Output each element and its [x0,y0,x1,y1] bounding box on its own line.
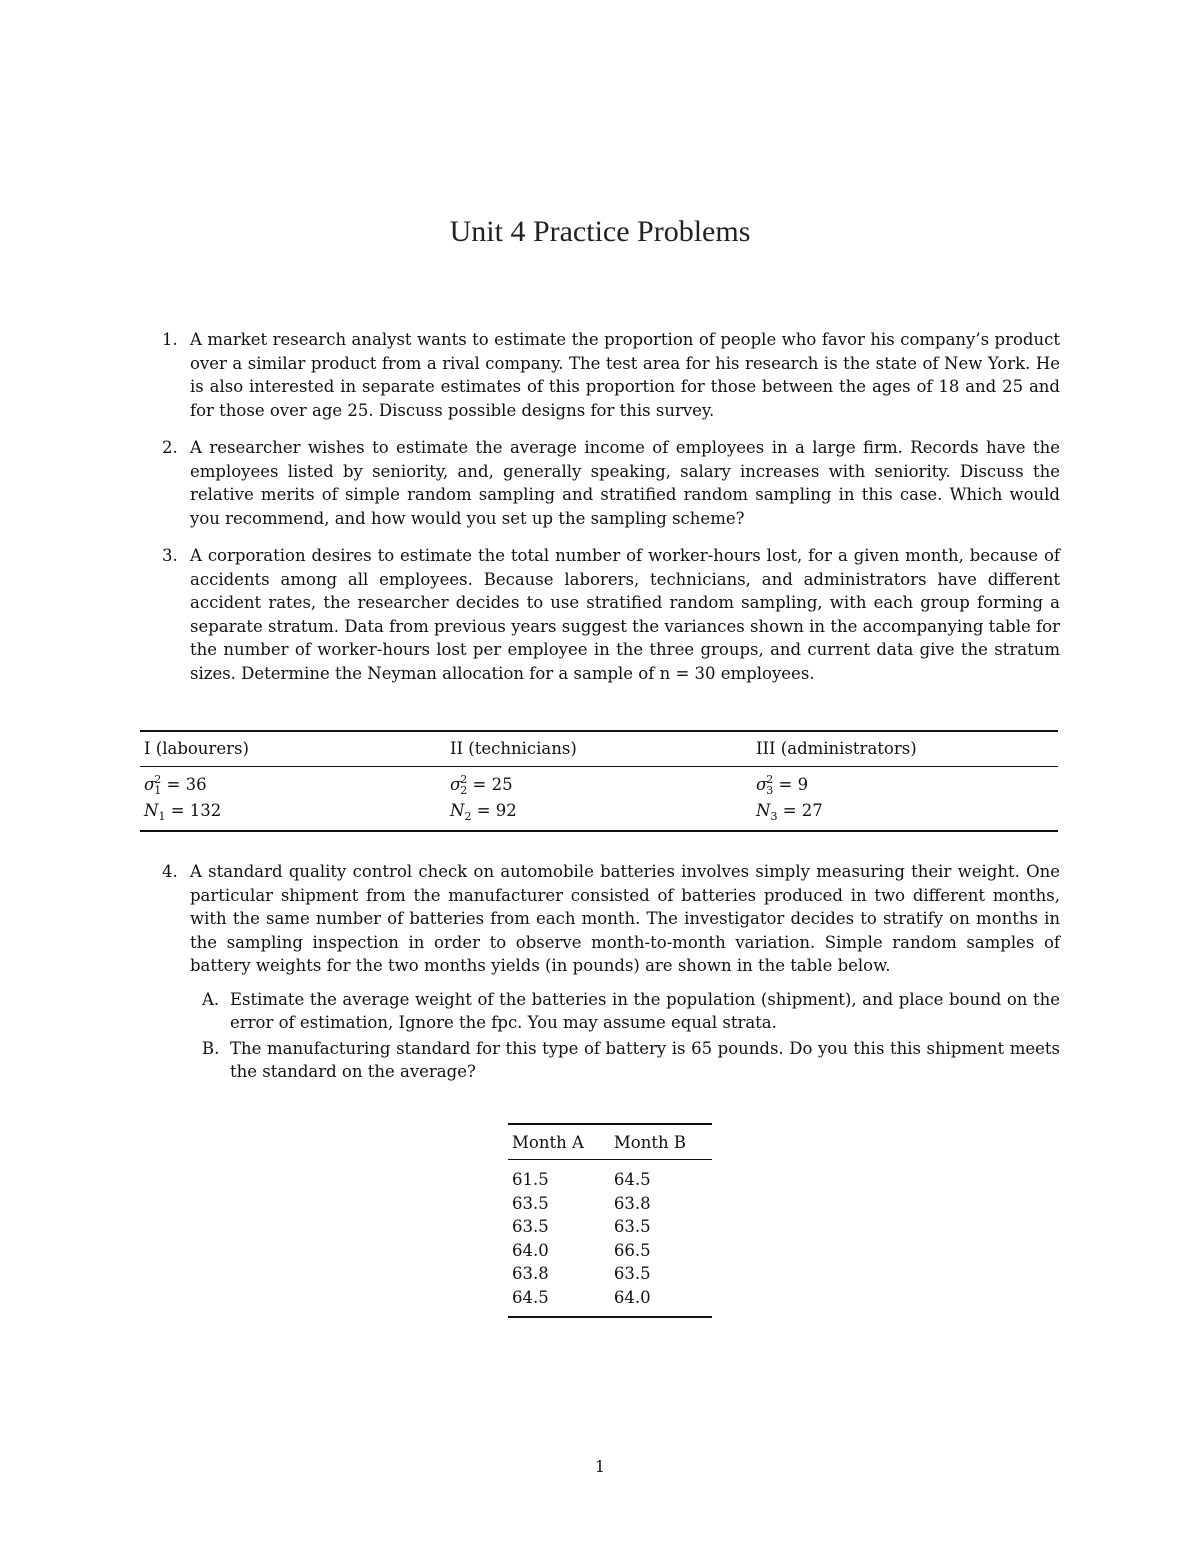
problem-number: 1. [162,330,178,349]
size-cell-2: $N_2 = 92$ [450,801,517,823]
month-a-cell: 61.5 [512,1170,549,1189]
page-title: Unit 4 Practice Problems [449,215,751,248]
size-cell-1: $N_1 = 132$ [144,801,222,823]
month-a-cell: 64.5 [512,1287,549,1307]
table-row [508,1160,712,1192]
variance-cell-2: $\sigma^2_2 = 25$ [450,773,513,797]
problem-3 [142,544,1060,685]
problem-2 [142,436,1060,530]
variance-row [140,767,1058,800]
sub-question-list [190,988,1060,1084]
table-row [508,1192,712,1216]
sub-question-b [190,1037,1060,1084]
problem-text: A market research analyst wants to estimate the proportion of people who favor his company’s product over a similar product from a rival company. The test area for his research is the state of New York. He is also interested in separate estimates of this proportion for those between the ages of 18 and 25 and for those over age 25. Discuss possible designs for this survey. [190,330,1060,420]
problem-4 [142,860,1060,1084]
table-row [508,1239,712,1263]
sub-question-a [190,988,1060,1035]
table-row [508,1262,712,1286]
month-a-cell: 64.0 [512,1240,549,1260]
month-b-cell: 64.5 [613,1170,651,1189]
problem-list-continued [142,860,1060,1098]
battery-weight-table [508,1123,712,1318]
battery-header-row [508,1124,712,1160]
strata-header-1: I (labourers) [140,731,446,767]
problem-number: 3. [162,546,178,565]
sub-question-letter: A. [202,989,220,1009]
size-cell-3: $N_3 = 27$ [756,801,823,823]
month-b-cell: 64.0 [613,1287,651,1307]
month-a-cell: 63.8 [512,1264,549,1284]
month-b-cell: 63.8 [613,1193,651,1213]
problem-number: 4. [162,862,178,881]
month-b-cell: 63.5 [613,1217,651,1237]
strata-header-3: III (administrators) [752,731,1058,767]
table-row [508,1286,712,1317]
problem-number: 2. [162,438,178,457]
battery-header-month-a: Month A [508,1124,610,1160]
month-a-cell: 63.5 [512,1193,549,1213]
month-a-cell: 63.5 [512,1217,549,1237]
problem-text: A corporation desires to estimate the total number of worker-hours lost, for a given month, because of accidents among all employees. Because laborers, technicians, and administrators have different accident rates, the researcher decides to use stratified random sampling, with each group forming a separate stratum. Data from previous years suggest the variances shown in the accompanying table for the number of worker-hours lost per employee in the three groups, and current data give the stratum sizes. Determine the Neyman allocation for a sample of n = 30 employees. [190,546,1060,683]
sub-question-letter: B. [202,1038,220,1058]
variance-cell-3: $\sigma^2_3 = 9$ [756,773,809,797]
month-b-cell: 63.5 [613,1264,651,1284]
strata-header-2: II (technicians) [446,731,752,767]
size-row [140,799,1058,831]
battery-header-month-b: Month B [610,1124,712,1160]
problem-list [142,328,1060,699]
strata-table [140,730,1058,832]
month-b-cell: 66.5 [613,1240,651,1260]
problem-1 [142,328,1060,422]
variance-cell-1: $\sigma^2_1 = 36$ [144,773,207,797]
problem-text: A researcher wishes to estimate the average income of employees in a large firm. Records have the employees listed by seniority, and, generally speaking, salary increases with seniority. Discuss the relative merits of simple random sampling and stratified random sampling in this case. Which would you recommend, and how would you set up the sampling scheme? [190,438,1060,528]
sub-question-text: The manufacturing standard for this type of battery is 65 pounds. Do you this this shipment meets the standard on the average? [230,1038,1060,1081]
strata-header-row [140,731,1058,767]
sub-question-text: Estimate the average weight of the batteries in the population (shipment), and place bound on the error of estimation, Ignore the fpc. You may assume equal strata. [230,989,1060,1032]
table-row [508,1215,712,1239]
page-number: 1 [594,1457,606,1476]
problem-text: A standard quality control check on automobile batteries involves simply measuring their weight. One particular shipment from the manufacturer consisted of batteries produced in two different months, with the same number of batteries from each month. The investigator decides to stratify on months in the sampling inspection in order to observe month-to-month variation. Simple random samples of battery weights for the two months yields (in pounds) are shown in the table below. [190,862,1060,975]
